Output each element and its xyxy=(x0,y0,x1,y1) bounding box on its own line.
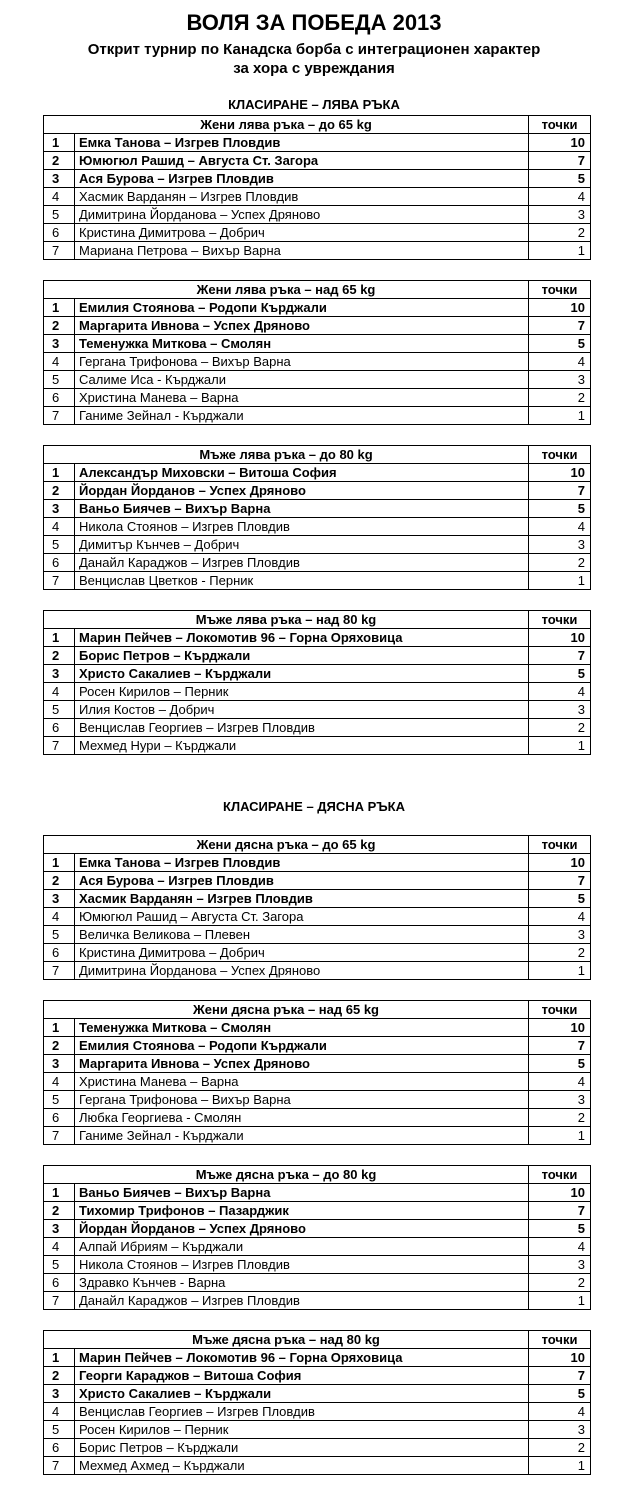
table-row xyxy=(44,299,591,317)
place-cell: 2 xyxy=(44,1037,75,1055)
place-cell: 3 xyxy=(44,665,75,683)
competitor-cell: Димитрина Йорданова – Успех Дряново xyxy=(75,206,529,224)
table-row xyxy=(44,536,591,554)
competitor-cell: Христина Манева – Варна xyxy=(75,1073,529,1091)
points-cell: 5 xyxy=(529,1055,591,1073)
points-cell: 10 xyxy=(529,134,591,152)
competitor-cell: Марин Пейчев – Локомотив 96 – Горна Оряховица xyxy=(75,629,529,647)
points-cell: 4 xyxy=(529,1238,591,1256)
place-cell: 7 xyxy=(44,407,75,425)
table-row xyxy=(44,1367,591,1385)
competitor-cell: Алпай Ибриям – Кърджали xyxy=(75,1238,529,1256)
points-header: точки xyxy=(529,836,591,854)
competitor-cell: Любка Георгиева - Смолян xyxy=(75,1109,529,1127)
table-row xyxy=(44,701,591,719)
place-cell: 6 xyxy=(44,944,75,962)
points-cell: 10 xyxy=(529,854,591,872)
points-cell: 4 xyxy=(529,908,591,926)
place-cell: 1 xyxy=(44,629,75,647)
competitor-cell: Венцислав Георгиев – Изгрев Пловдив xyxy=(75,719,529,737)
place-cell: 6 xyxy=(44,1109,75,1127)
table-row xyxy=(44,554,591,572)
ranking-table xyxy=(43,1165,591,1310)
place-cell: 1 xyxy=(44,134,75,152)
competitor-cell: Юмюгюл Рашид – Августа Ст. Загора xyxy=(75,152,529,170)
category-title: Жени лява ръка – над 65 kg xyxy=(44,281,529,299)
table-row xyxy=(44,1127,591,1145)
section-heading: КЛАСИРАНЕ – ЛЯВА РЪКА xyxy=(228,97,400,112)
table-row xyxy=(44,1274,591,1292)
points-header: точки xyxy=(529,116,591,134)
competitor-cell: Марин Пейчев – Локомотив 96 – Горна Оряховица xyxy=(75,1349,529,1367)
points-cell: 5 xyxy=(529,335,591,353)
competitor-cell: Ася Бурова – Изгрев Пловдив xyxy=(75,170,529,188)
competitor-cell: Емилия Стоянова – Родопи Кърджали xyxy=(75,1037,529,1055)
place-cell: 3 xyxy=(44,1220,75,1238)
table-row xyxy=(44,683,591,701)
table-row xyxy=(44,134,591,152)
competitor-cell: Тихомир Трифонов – Пазарджик xyxy=(75,1202,529,1220)
place-cell: 4 xyxy=(44,353,75,371)
points-cell: 10 xyxy=(529,299,591,317)
points-cell: 10 xyxy=(529,1184,591,1202)
place-cell: 5 xyxy=(44,926,75,944)
competitor-cell: Никола Стоянов – Изгрев Пловдив xyxy=(75,1256,529,1274)
table-row xyxy=(44,464,591,482)
table-row xyxy=(44,872,591,890)
table-row xyxy=(44,629,591,647)
table-row xyxy=(44,1457,591,1475)
competitor-cell: Борис Петров – Кърджали xyxy=(75,1439,529,1457)
table-row xyxy=(44,500,591,518)
competitor-cell: Емка Танова – Изгрев Пловдив xyxy=(75,134,529,152)
place-cell: 6 xyxy=(44,719,75,737)
table-row xyxy=(44,1349,591,1367)
points-cell: 3 xyxy=(529,701,591,719)
place-cell: 1 xyxy=(44,1349,75,1367)
table-row xyxy=(44,1403,591,1421)
place-cell: 2 xyxy=(44,1367,75,1385)
table-row xyxy=(44,482,591,500)
points-cell: 7 xyxy=(529,1037,591,1055)
table-row xyxy=(44,518,591,536)
ranking-table xyxy=(43,280,591,425)
place-cell: 1 xyxy=(44,854,75,872)
ranking-table xyxy=(43,445,591,590)
table-row xyxy=(44,1292,591,1310)
table-row xyxy=(44,335,591,353)
table-row xyxy=(44,1220,591,1238)
points-cell: 1 xyxy=(529,407,591,425)
competitor-cell: Кристина Димитрова – Добрич xyxy=(75,224,529,242)
competitor-cell: Хасмик Варданян – Изгрев Пловдив xyxy=(75,890,529,908)
place-cell: 5 xyxy=(44,701,75,719)
table-row xyxy=(44,1055,591,1073)
category-title: Жени дясна ръка – над 65 kg xyxy=(44,1001,529,1019)
points-cell: 2 xyxy=(529,224,591,242)
competitor-cell: Ганиме Зейнал - Кърджали xyxy=(75,1127,529,1145)
place-cell: 1 xyxy=(44,1019,75,1037)
competitor-cell: Данайл Караджов – Изгрев Пловдив xyxy=(75,554,529,572)
competitor-cell: Димитрина Йорданова – Успех Дряново xyxy=(75,962,529,980)
competitor-cell: Росен Кирилов – Перник xyxy=(75,683,529,701)
competitor-cell: Димитър Кънчев – Добрич xyxy=(75,536,529,554)
competitor-cell: Гергана Трифонова – Вихър Варна xyxy=(75,353,529,371)
competitor-cell: Ганиме Зейнал - Кърджали xyxy=(75,407,529,425)
points-header: точки xyxy=(529,446,591,464)
points-cell: 1 xyxy=(529,737,591,755)
place-cell: 1 xyxy=(44,464,75,482)
place-cell: 5 xyxy=(44,1091,75,1109)
table-row xyxy=(44,1439,591,1457)
competitor-cell: Венцислав Цветков - Перник xyxy=(75,572,529,590)
place-cell: 4 xyxy=(44,1403,75,1421)
table-row xyxy=(44,353,591,371)
points-cell: 2 xyxy=(529,719,591,737)
place-cell: 5 xyxy=(44,371,75,389)
table-row xyxy=(44,407,591,425)
points-cell: 1 xyxy=(529,572,591,590)
competitor-cell: Ваньо Биячев – Вихър Варна xyxy=(75,1184,529,1202)
category-title: Мъже лява ръка – над 80 kg xyxy=(44,611,529,629)
place-cell: 4 xyxy=(44,518,75,536)
table-row xyxy=(44,389,591,407)
subtitle xyxy=(0,40,628,78)
competitor-cell: Гергана Трифонова – Вихър Варна xyxy=(75,1091,529,1109)
table-row xyxy=(44,224,591,242)
points-cell: 10 xyxy=(529,1349,591,1367)
points-cell: 10 xyxy=(529,464,591,482)
ranking-table xyxy=(43,1330,591,1475)
points-cell: 2 xyxy=(529,1109,591,1127)
competitor-cell: Венцислав Георгиев – Изгрев Пловдив xyxy=(75,1403,529,1421)
competitor-cell: Ася Бурова – Изгрев Пловдив xyxy=(75,872,529,890)
place-cell: 7 xyxy=(44,1457,75,1475)
table-row xyxy=(44,1202,591,1220)
place-cell: 7 xyxy=(44,962,75,980)
ranking-table xyxy=(43,1000,591,1145)
points-cell: 5 xyxy=(529,1385,591,1403)
points-header: точки xyxy=(529,611,591,629)
competitor-cell: Кристина Димитрова – Добрич xyxy=(75,944,529,962)
table-header-row xyxy=(44,1166,591,1184)
place-cell: 2 xyxy=(44,872,75,890)
table-row xyxy=(44,719,591,737)
table-row xyxy=(44,1238,591,1256)
place-cell: 6 xyxy=(44,224,75,242)
competitor-cell: Росен Кирилов – Перник xyxy=(75,1421,529,1439)
points-cell: 7 xyxy=(529,1202,591,1220)
competitor-cell: Теменужка Миткова – Смолян xyxy=(75,1019,529,1037)
points-cell: 5 xyxy=(529,665,591,683)
competitor-cell: Теменужка Миткова – Смолян xyxy=(75,335,529,353)
competitor-cell: Йордан Йорданов – Успех Дряново xyxy=(75,482,529,500)
table-row xyxy=(44,1385,591,1403)
place-cell: 6 xyxy=(44,1274,75,1292)
category-title: Мъже дясна ръка – над 80 kg xyxy=(44,1331,529,1349)
competitor-cell: Георги Караджов – Витоша София xyxy=(75,1367,529,1385)
competitor-cell: Христина Манева – Варна xyxy=(75,389,529,407)
place-cell: 4 xyxy=(44,1238,75,1256)
points-cell: 2 xyxy=(529,554,591,572)
competitor-cell: Маргарита Ивнова – Успех Дряново xyxy=(75,1055,529,1073)
points-cell: 5 xyxy=(529,500,591,518)
table-row xyxy=(44,908,591,926)
table-row xyxy=(44,962,591,980)
table-row xyxy=(44,1421,591,1439)
place-cell: 7 xyxy=(44,242,75,260)
points-cell: 4 xyxy=(529,683,591,701)
competitor-cell: Величка Великова – Плевен xyxy=(75,926,529,944)
points-cell: 3 xyxy=(529,926,591,944)
points-cell: 3 xyxy=(529,1421,591,1439)
table-row xyxy=(44,1109,591,1127)
category-title: Жени лява ръка – до 65 kg xyxy=(44,116,529,134)
table-row xyxy=(44,1037,591,1055)
place-cell: 2 xyxy=(44,482,75,500)
ranking-table xyxy=(43,835,591,980)
table-row xyxy=(44,371,591,389)
table-row xyxy=(44,1091,591,1109)
table-row xyxy=(44,737,591,755)
points-cell: 5 xyxy=(529,170,591,188)
competitor-cell: Хасмик Варданян – Изгрев Пловдив xyxy=(75,188,529,206)
competitor-cell: Мехмед Нури – Кърджали xyxy=(75,737,529,755)
ranking-table xyxy=(43,610,591,755)
place-cell: 7 xyxy=(44,737,75,755)
place-cell: 2 xyxy=(44,317,75,335)
table-row xyxy=(44,890,591,908)
table-row xyxy=(44,1019,591,1037)
points-cell: 5 xyxy=(529,1220,591,1238)
category-title: Мъже дясна ръка – до 80 kg xyxy=(44,1166,529,1184)
points-cell: 3 xyxy=(529,1091,591,1109)
points-cell: 10 xyxy=(529,1019,591,1037)
table-row xyxy=(44,854,591,872)
place-cell: 3 xyxy=(44,170,75,188)
competitor-cell: Христо Сакалиев – Кърджали xyxy=(75,665,529,683)
table-header-row xyxy=(44,1001,591,1019)
table-row xyxy=(44,1073,591,1091)
competitor-cell: Мариана Петрова – Вихър Варна xyxy=(75,242,529,260)
points-cell: 7 xyxy=(529,1367,591,1385)
place-cell: 7 xyxy=(44,572,75,590)
competitor-cell: Салиме Иса - Кърджали xyxy=(75,371,529,389)
points-cell: 3 xyxy=(529,536,591,554)
points-cell: 7 xyxy=(529,647,591,665)
table-row xyxy=(44,317,591,335)
competitor-cell: Йордан Йорданов – Успех Дряново xyxy=(75,1220,529,1238)
place-cell: 4 xyxy=(44,1073,75,1091)
points-cell: 7 xyxy=(529,872,591,890)
points-cell: 2 xyxy=(529,1439,591,1457)
competitor-cell: Емка Танова – Изгрев Пловдив xyxy=(75,854,529,872)
points-header: точки xyxy=(529,1001,591,1019)
place-cell: 6 xyxy=(44,554,75,572)
table-row xyxy=(44,1184,591,1202)
place-cell: 4 xyxy=(44,188,75,206)
place-cell: 5 xyxy=(44,206,75,224)
competitor-cell: Борис Петров – Кърджали xyxy=(75,647,529,665)
points-cell: 10 xyxy=(529,629,591,647)
table-header-row xyxy=(44,611,591,629)
points-header: точки xyxy=(529,1166,591,1184)
competitor-cell: Илия Костов – Добрич xyxy=(75,701,529,719)
table-row xyxy=(44,242,591,260)
points-header: точки xyxy=(529,1331,591,1349)
points-cell: 1 xyxy=(529,1457,591,1475)
competitor-cell: Данайл Караджов – Изгрев Пловдив xyxy=(75,1292,529,1310)
competitor-cell: Маргарита Ивнова – Успех Дряново xyxy=(75,317,529,335)
place-cell: 2 xyxy=(44,152,75,170)
competitor-cell: Юмюгюл Рашид – Августа Ст. Загора xyxy=(75,908,529,926)
table-header-row xyxy=(44,1331,591,1349)
place-cell: 1 xyxy=(44,1184,75,1202)
ranking-table xyxy=(43,115,591,260)
place-cell: 2 xyxy=(44,1202,75,1220)
category-title: Жени дясна ръка – до 65 kg xyxy=(44,836,529,854)
place-cell: 3 xyxy=(44,500,75,518)
place-cell: 5 xyxy=(44,1256,75,1274)
points-cell: 1 xyxy=(529,1292,591,1310)
table-header-row xyxy=(44,446,591,464)
competitor-cell: Мехмед Ахмед – Кърджали xyxy=(75,1457,529,1475)
place-cell: 1 xyxy=(44,299,75,317)
table-row xyxy=(44,206,591,224)
table-row xyxy=(44,188,591,206)
points-cell: 1 xyxy=(529,962,591,980)
points-cell: 4 xyxy=(529,188,591,206)
place-cell: 6 xyxy=(44,389,75,407)
points-cell: 4 xyxy=(529,353,591,371)
points-cell: 1 xyxy=(529,1127,591,1145)
points-cell: 3 xyxy=(529,1256,591,1274)
place-cell: 4 xyxy=(44,683,75,701)
place-cell: 7 xyxy=(44,1127,75,1145)
table-row xyxy=(44,170,591,188)
page-title: ВОЛЯ ЗА ПОБЕДА 2013 xyxy=(186,10,442,35)
points-cell: 4 xyxy=(529,1403,591,1421)
competitor-cell: Емилия Стоянова – Родопи Кърджали xyxy=(75,299,529,317)
table-row xyxy=(44,1256,591,1274)
points-cell: 3 xyxy=(529,206,591,224)
place-cell: 2 xyxy=(44,647,75,665)
competitor-cell: Здравко Кънчев - Варна xyxy=(75,1274,529,1292)
place-cell: 5 xyxy=(44,1421,75,1439)
subtitle-line-1: Открит турнир по Канадска борба с интеграционен характер xyxy=(87,41,541,58)
place-cell: 3 xyxy=(44,335,75,353)
place-cell: 7 xyxy=(44,1292,75,1310)
section-heading: КЛАСИРАНЕ – ДЯСНА РЪКА xyxy=(223,799,405,814)
points-cell: 7 xyxy=(529,317,591,335)
points-cell: 4 xyxy=(529,518,591,536)
points-cell: 4 xyxy=(529,1073,591,1091)
points-cell: 3 xyxy=(529,371,591,389)
table-header-row xyxy=(44,116,591,134)
place-cell: 3 xyxy=(44,890,75,908)
category-title: Мъже лява ръка – до 80 kg xyxy=(44,446,529,464)
table-row xyxy=(44,152,591,170)
table-row xyxy=(44,647,591,665)
points-cell: 2 xyxy=(529,944,591,962)
competitor-cell: Александър Миховски – Витоша София xyxy=(75,464,529,482)
competitor-cell: Ваньо Биячев – Вихър Варна xyxy=(75,500,529,518)
points-cell: 7 xyxy=(529,152,591,170)
table-header-row xyxy=(44,281,591,299)
place-cell: 3 xyxy=(44,1385,75,1403)
table-row xyxy=(44,944,591,962)
table-row xyxy=(44,926,591,944)
subtitle-line-2: за хора с увреждания xyxy=(233,60,395,77)
place-cell: 3 xyxy=(44,1055,75,1073)
competitor-cell: Христо Сакалиев – Кърджали xyxy=(75,1385,529,1403)
place-cell: 4 xyxy=(44,908,75,926)
competitor-cell: Никола Стоянов – Изгрев Пловдив xyxy=(75,518,529,536)
points-cell: 1 xyxy=(529,242,591,260)
table-row xyxy=(44,572,591,590)
points-cell: 7 xyxy=(529,482,591,500)
points-cell: 5 xyxy=(529,890,591,908)
table-row xyxy=(44,665,591,683)
table-header-row xyxy=(44,836,591,854)
place-cell: 5 xyxy=(44,536,75,554)
points-header: точки xyxy=(529,281,591,299)
place-cell: 6 xyxy=(44,1439,75,1457)
points-cell: 2 xyxy=(529,1274,591,1292)
points-cell: 2 xyxy=(529,389,591,407)
